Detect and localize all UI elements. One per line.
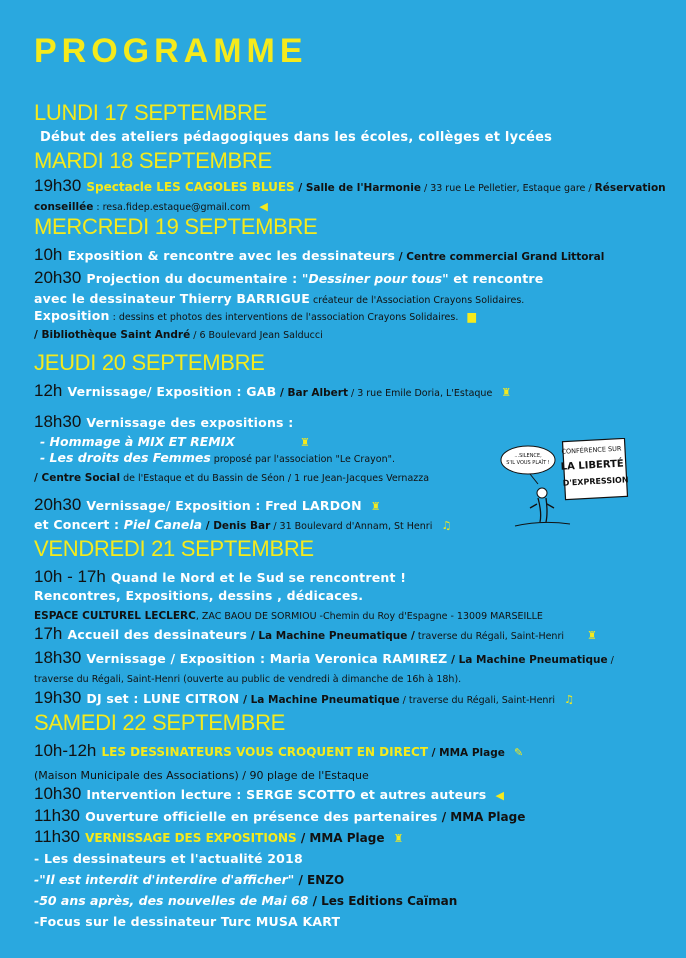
event-time: 11h30 (34, 806, 81, 825)
event-address: / traverse du Régali, Saint-Henri (399, 695, 555, 706)
event-title: Quand le Nord et le Sud se rencontrent ! (110, 570, 407, 585)
exhibition-publisher: / Les Editions Caïman (308, 894, 458, 908)
megaphone-icon: ◀ (259, 200, 268, 213)
day-heading-vendredi: VENDREDI 21 SEPTEMBRE (34, 536, 314, 561)
event-time: 10h30 (34, 784, 82, 803)
event-address: / 3 rue Emile Doria, L'Estaque (347, 388, 493, 399)
event-time: 10h - 17h (34, 567, 106, 586)
mercredi-line-1 (34, 245, 604, 265)
vendredi-line-3 (34, 604, 543, 623)
vendredi-line-6 (34, 667, 461, 686)
samedi-line-2 (34, 764, 369, 783)
lundi-event: Début des ateliers pédagogiques dans les écoles, collèges et lycées (40, 130, 553, 145)
event-title: Exposition & rencontre avec les dessinateurs (67, 248, 396, 263)
event-venue: / MMA Plage (428, 747, 505, 759)
event-time: 20h30 (34, 268, 82, 287)
event-title: DJ set : LUNE CITRON (86, 691, 240, 706)
event-note: : dessins et photos des interventions de l'association Crayons Solidaires. (109, 312, 459, 323)
day-heading-jeudi: JEUDI 20 SEPTEMBRE (34, 350, 265, 375)
event-note: créateur de l'Association Crayons Solidaires. (310, 295, 525, 306)
exhibition-item: -"Il est interdit d'interdire d'afficher" (34, 872, 295, 887)
event-title: Vernissage/ Exposition : GAB (67, 384, 277, 399)
event-title: Vernissage/ Exposition : Fred LARDON (86, 498, 362, 513)
event-title-cont: et rencontre (448, 271, 544, 286)
event-time: 20h30 (34, 495, 82, 514)
event-time: 12h (34, 381, 63, 400)
samedi-line-5 (34, 827, 403, 847)
event-venue: / Denis Bar (202, 520, 271, 532)
exhibition-item: - Hommage à MIX ET REMIX (40, 434, 236, 449)
band-name: Piel Canela (123, 517, 203, 532)
event-venue: / La Machine Pneumatique / (247, 630, 415, 642)
event-title: VERNISSAGE DES EXPOSITIONS (85, 831, 297, 845)
event-address: / 6 Boulevard Jean Salducci (190, 330, 323, 341)
vendredi-line-2 (34, 585, 363, 604)
event-title: Accueil des dessinateurs (67, 627, 248, 642)
event-address: / 33 rue Le Pelletier, Estaque gare / (420, 183, 595, 194)
megaphone-icon: ◀ (495, 789, 504, 802)
event-venue: / Bar Albert (276, 387, 348, 399)
vendredi-line-1 (34, 567, 406, 587)
event-venue: / MMA Plage (437, 810, 526, 824)
event-note: proposé par l'association "Le Crayon". (210, 454, 396, 465)
event-title: Spectacle LES CAGOLES BLUES (86, 180, 295, 194)
event-venue: / La Machine Pneumatique (447, 654, 608, 666)
exhibition-item: -50 ans après, des nouvelles de Mai 68 (34, 893, 309, 908)
exhibition-item: - Les dessinateurs et l'actualité 2018 (34, 851, 303, 866)
samedi-line-6 (34, 848, 303, 867)
cartoon-drawing (500, 438, 650, 530)
event-time: 10h-12h (34, 741, 97, 760)
event-title: LES DESSINATEURS VOUS CROQUENT EN DIRECT (101, 745, 429, 759)
event-title: Intervention lecture : SERGE SCOTTO et autres auteurs (86, 787, 487, 802)
event-time: 17h (34, 624, 63, 643)
event-time: 19h30 (34, 176, 82, 195)
jeudi-line-4 (40, 447, 395, 466)
event-time: 18h30 (34, 412, 82, 431)
vendredi-line-5 (34, 648, 614, 668)
music-note-icon: ♫ (441, 519, 452, 532)
samedi-line-1 (34, 741, 523, 761)
event-venue: / MMA Plage (296, 831, 385, 845)
event-time: 11h30 (34, 827, 81, 846)
svg-text:CONFÉRENCE SUR LA LIBERT: CONFÉRENCE SUR LA LIBERTÉ D'EXPRESSION (560, 444, 629, 488)
event-venue: / Centre commercial Grand Littoral (395, 251, 605, 263)
cartoon-illustration (500, 438, 650, 530)
jeudi-line-7 (34, 514, 451, 533)
event-time: 10h (34, 245, 63, 264)
event-title: Exposition (34, 308, 110, 323)
vendredi-line-7 (34, 688, 574, 708)
event-time: 19h30 (34, 688, 82, 707)
jeudi-line-6 (34, 495, 381, 515)
pencil-icon: ✎ (513, 746, 524, 759)
champagne-glasses-icon: ♜ (393, 832, 404, 845)
event-title: Ouverture officielle en présence des partenaires (85, 809, 438, 824)
samedi-line-7 (34, 869, 344, 888)
event-note: traverse du Régali, Saint-Henri (ouverte au public de vendredi à dimanche de 16h à 18h). (34, 674, 462, 685)
event-title: Vernissage / Exposition : Maria Veronica RAMIREZ (86, 651, 448, 666)
event-address: de l'Estaque et du Bassin de Séon / 1 rue Jean-Jacques Vernazza (120, 473, 430, 484)
mardi-line-2 (34, 195, 268, 214)
champagne-glasses-icon: ♜ (587, 629, 597, 642)
speech-bubble-text: ...SILENCE, S'IL VOUS PLAÎT ! (506, 453, 550, 466)
day-heading-mercredi: MERCREDI 19 SEPTEMBRE (34, 214, 318, 239)
event-subtitle: Rencontres, Expositions, dessins , dédicaces. (34, 588, 364, 603)
event-venue: / Salle de l'Harmonie (294, 182, 421, 194)
mercredi-line-2 (34, 268, 543, 288)
event-venue: ESPACE CULTUREL LECLERC (34, 610, 196, 622)
event-venue: / La Machine Pneumatique (239, 694, 400, 706)
mardi-line-1 (34, 176, 666, 196)
vendredi-line-4 (34, 624, 597, 644)
event-guest: avec le dessinateur Thierry BARRIGUE (34, 291, 310, 306)
event-time: 18h30 (34, 648, 82, 667)
film-title: "Dessiner pour tous" (301, 271, 449, 286)
day-heading-samedi: SAMEDI 22 SEPTEMBRE (34, 710, 286, 735)
reservation-label: Réservation (594, 182, 666, 194)
champagne-glasses-icon: ♜ (370, 500, 381, 513)
event-venue: / Bibliothèque Saint André (34, 329, 191, 341)
event-address: traverse du Régali, Saint-Henri (414, 631, 564, 642)
samedi-line-3 (34, 784, 504, 804)
jeudi-line-2 (34, 412, 293, 432)
jeudi-line-1 (34, 381, 511, 401)
exhibition-artist: / ENZO (294, 873, 345, 887)
samedi-line-4 (34, 806, 525, 826)
event-title: et Concert : (34, 517, 124, 532)
event-title: Vernissage des expositions : (86, 415, 294, 430)
jeudi-line-5 (34, 466, 429, 485)
event-title: Projection du documentaire : (86, 271, 302, 286)
reservation-email: : resa.fidep.estaque@gmail.com (93, 202, 251, 213)
exhibition-item: - Les droits des Femmes (40, 450, 211, 465)
event-venue: / Centre Social (34, 472, 121, 484)
mercredi-line-4 (34, 305, 476, 324)
music-note-icon: ♫ (564, 693, 574, 706)
mercredi-line-5 (34, 323, 323, 342)
page-title: PROGRAMME (34, 32, 308, 70)
day-heading-lundi: LUNDI 17 SEPTEMBRE (34, 100, 268, 125)
event-address: , ZAC BAOU DE SORMIOU -Chemin du Roy d'Espagne - 13009 MARSEILLE (195, 611, 543, 622)
champagne-glasses-icon: ♜ (300, 436, 310, 449)
champagne-glasses-icon: ♜ (501, 386, 512, 399)
event-address: / 31 Boulevard d'Annam, St Henri (270, 521, 433, 532)
event-address: (Maison Municipale des Associations) / 90 plage de l'Estaque (34, 769, 369, 782)
samedi-line-8 (34, 890, 457, 909)
samedi-line-9 (34, 911, 340, 930)
exhibition-item: -Focus sur le dessinateur Turc MUSA KART (34, 914, 341, 929)
day-heading-mardi: MARDI 18 SEPTEMBRE (34, 148, 272, 173)
picture-frame-icon: ▆ (467, 310, 476, 323)
event-address: / (607, 655, 614, 666)
lundi-line (40, 126, 552, 145)
reservation-label-2: conseillée (34, 201, 94, 213)
